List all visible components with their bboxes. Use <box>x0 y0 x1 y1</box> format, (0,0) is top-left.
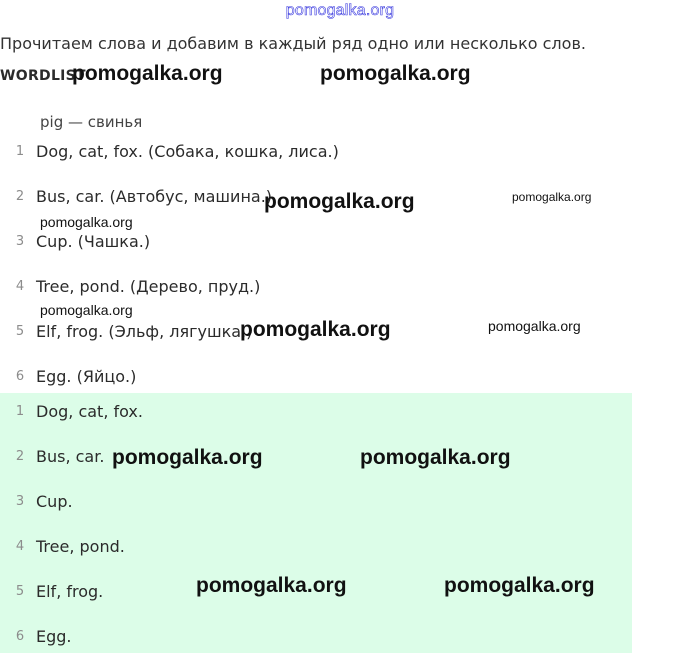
list-item <box>0 446 632 470</box>
watermark: pomogalka.org <box>488 318 581 334</box>
watermark: pomogalka.org <box>72 62 223 85</box>
row-text: Bus, car. <box>36 447 105 466</box>
row-number: 3 <box>15 234 25 249</box>
list-item <box>0 401 632 425</box>
row-number: 1 <box>15 404 25 419</box>
watermark: pomogalka.org <box>360 446 511 469</box>
row-text: Dog, cat, fox. (Собака, кошка, лиса.) <box>36 142 339 161</box>
row-number: 5 <box>15 324 25 339</box>
watermark: pomogalka.org <box>40 214 133 230</box>
list-item <box>0 231 632 255</box>
row-text: Tree, pond. (Дерево, пруд.) <box>36 277 261 296</box>
row-text: Cup. <box>36 492 73 511</box>
watermark: pomogalka.org <box>40 302 133 318</box>
row-text: Egg. (Яйцо.) <box>36 367 137 386</box>
row-number: 2 <box>15 449 25 464</box>
row-number: 1 <box>15 144 25 159</box>
list-item <box>0 626 632 650</box>
watermark: pomogalka.org <box>196 574 347 597</box>
watermark: pomogalka.org <box>240 318 391 341</box>
row-number: 3 <box>15 494 25 509</box>
row-text: Egg. <box>36 627 72 646</box>
header-watermark: pomogalka.org <box>285 2 395 19</box>
row-text: Cup. (Чашка.) <box>36 232 151 251</box>
row-number: 4 <box>15 279 25 294</box>
row-text: Elf, frog. (Эльф, лягушка.) <box>36 322 253 341</box>
row-text: Dog, cat, fox. <box>36 402 143 421</box>
partial-line-text: pig — свинья <box>40 113 143 131</box>
intro-text: Прочитаем слова и добавим в каждый ряд одно или несколько слов. <box>0 34 586 53</box>
row-number: 4 <box>15 539 25 554</box>
section-label: WORDLIST <box>0 68 86 84</box>
watermark: pomogalka.org <box>512 190 592 204</box>
watermark: pomogalka.org <box>112 446 263 469</box>
row-text: Tree, pond. <box>36 537 125 556</box>
partially-hidden-line <box>40 113 143 131</box>
row-text: Elf, frog. <box>36 582 104 601</box>
row-number: 6 <box>15 369 25 384</box>
watermark: pomogalka.org <box>264 190 415 213</box>
watermark: pomogalka.org <box>320 62 471 85</box>
list-item <box>0 366 632 390</box>
row-number: 5 <box>15 584 25 599</box>
list-item <box>0 141 632 165</box>
list-item <box>0 491 632 515</box>
row-number: 6 <box>15 629 25 644</box>
plain-word-list <box>0 393 632 653</box>
row-text: Bus, car. (Автобус, машина.) <box>36 187 273 206</box>
list-item <box>0 276 632 300</box>
row-number: 2 <box>15 189 25 204</box>
list-item <box>0 536 632 560</box>
watermark: pomogalka.org <box>444 574 595 597</box>
